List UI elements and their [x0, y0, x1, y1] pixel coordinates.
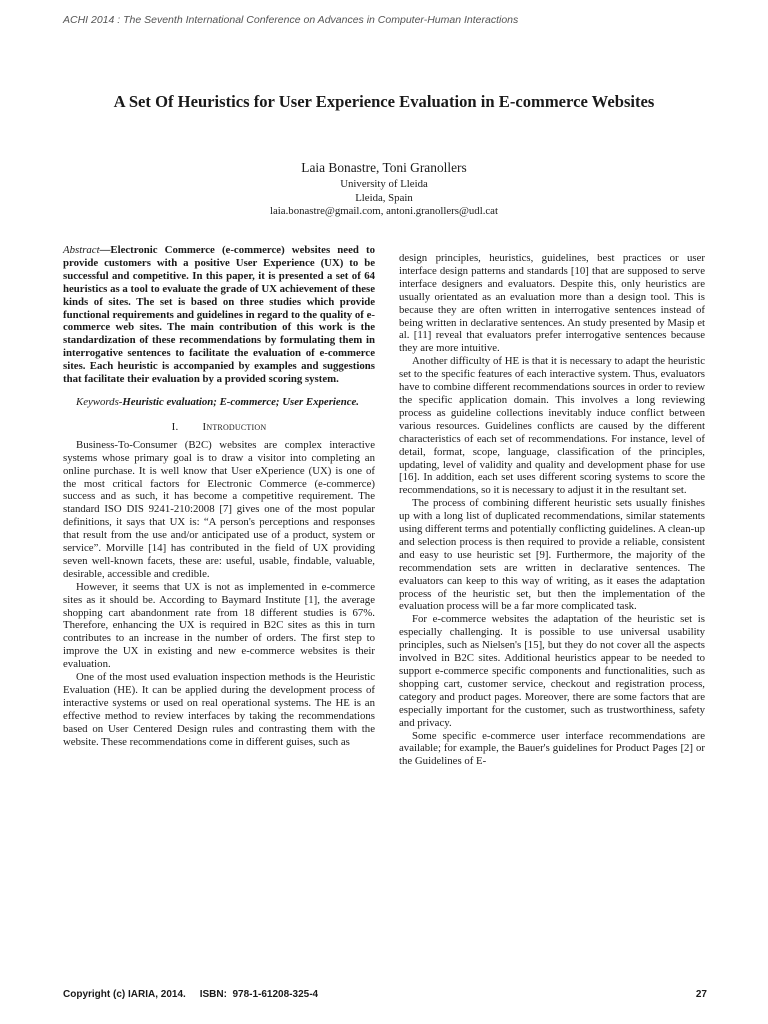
body-paragraph: One of the most used evaluation inspection methods is the Heuristic Evaluation (HE). It can be applied during the development process of interactive systems or used on real operational systems. The HE is an effective method to review interfaces by taking the recommendations based on User Centered Design rules and contrasting them with the website. These recommendations come in different guises, such as — [63, 671, 375, 748]
author-emails: laia.bonastre@gmail.com, antoni.granollers@udl.cat — [270, 205, 498, 217]
page-number: 27 — [695, 989, 707, 1000]
keywords-label: Keywords- — [76, 395, 123, 408]
body-paragraph: The process of combining different heuristic sets usually finishes up with a long list of duplicated recommendations, similar statements using different terms and potentially conflicting guidelines. A clean-up and selection process is then required to provide a reliable, consistent and easy to use heuristic set [9]. Furthermore, the majority of the recommendation sets are written in declarative sentences. The evaluators can keep to this way of writing, as it eases the adaptation process of the heuristic set, but then the implementation of the evaluation process will be a far more complicated task. — [399, 497, 705, 613]
author-block — [0, 158, 768, 219]
footer-copyright: Copyright (c) IARIA, 2014. ISBN: 978-1-61208-325-4 — [63, 989, 319, 1000]
section-number: I. — [171, 420, 179, 433]
affiliation: University of Lleida — [340, 178, 428, 190]
abstract-dash: — — [99, 244, 111, 256]
abstract — [63, 244, 375, 386]
section-title: Introduction — [202, 420, 267, 433]
author-names: Laia Bonastre, Toni Granollers — [301, 160, 467, 175]
keywords-body: Heuristic evaluation; E-commerce; User Experience. — [122, 395, 359, 408]
body-paragraph: Another difficulty of HE is that it is necessary to adapt the heuristic set to the specific features of each interactive system. Thus, evaluators have to combine different recommendations sources in order to review the specific application domain. This involves a long reviewing process as guideline collections inevitably induce conflict between various resources. Guidelines conflicts are caused by the different characteristics of each set of recommendations. For instance, level of detail, format, scope, language, classification of the principles, updating, level of validity and quality and development phase for use [16]. In addition, each set uses different scoring systems to score the recommendations, so it is necessary to adjust it in the resultant set. — [399, 355, 705, 497]
location: Lleida, Spain — [355, 191, 413, 204]
abstract-label: Abstract — [63, 244, 100, 256]
abstract-body: Electronic Commerce (e-commerce) websites need to provide customers with a positive User Experience (UX) to be successful and competitive. In this paper, it is presented a set of 64 heuristics as a tool to evaluate the grade of UX achievement of these kinds of sites. The set is based on three studies which provide functional requirements and guidelines in regard to the quality of e-commerce web sites. The main contribution of this work is the standardization of these recommendations by formulating them in interrogative sentences to facilitate the evaluation of e-commerce sites. Each heuristic is accompanied by examples and suggestions that facilitate their evaluation by a provided scoring system. — [63, 244, 375, 386]
section-heading — [63, 421, 375, 434]
body-paragraph: Business-To-Consumer (B2C) websites are complex interactive systems whose primary goal is to draw a visitor into completing an online purchase. It is well know that User eXperience (UX) is one of the most critical factors for Electronic Commerce (e-commerce) success and as such, it has become a competitive requirement. The standard ISO DIS 9241-210:2008 [7] gives one of the most popular definitions, it says that UX is: “A person's perceptions and responses that result from the use and/or anticipated use of a product, system or service”. Morville [14] has contributed in the field of UX providing seven well-known facets, these are: useful, usable, findable, valuable, desirable, accessible and credible. — [63, 438, 375, 580]
paper-title: A Set Of Heuristics for User Experience Evaluation in E-commerce Websites — [113, 92, 655, 111]
body-paragraph: However, it seems that UX is not as implemented in e-commerce sites as it should be. According to Baymard Institute [1], the average shopping cart abandonment rate from 18 different studies is 67%. Therefore, enhancing the UX is required in B2C sites as this in turn contributes to an increase in the number of orders. The first step to improve the UX in existing and new e-commerce websites is their evaluation. — [63, 580, 375, 671]
running-head: ACHI 2014 : The Seventh International Conference on Advances in Computer-Human Interactions — [63, 14, 519, 26]
keywords — [63, 396, 375, 409]
body-paragraph: design principles, heuristics, guidelines, best practices or user interface design patterns and standards [10] that are supposed to serve interface designers and evaluators. Despite this, only heuristics are usually orientated as an evaluation more than a design tool. This is because they are often written in interrogative sentences instead of being written in declarative sentences. An study presented by Masip et al. [11] reveal that evaluators prefer interrogative sentences because they are more intuitive. — [399, 252, 705, 355]
body-paragraph: Some specific e-commerce user interface recommendations are available; for example, the Bauer's guidelines for Product Pages [2] or the Guidelines of E- — [399, 729, 705, 768]
right-column — [399, 252, 705, 768]
left-column — [63, 244, 375, 749]
body-paragraph: For e-commerce websites the adaptation of the heuristic set is especially challenging. It is possible to use universal usability principles, such as Nielsen's [15], but they do not cover all the aspects involved in B2C sites. Additional heuristics appear to be needed to support e-commerce specific components and functionalities, such as shopping cart, customer service, checkout and registration process, category and product pages. Moreover, there are some factors that are especially important for the customer, such as trustworthiness, safety and privacy. — [399, 613, 705, 729]
